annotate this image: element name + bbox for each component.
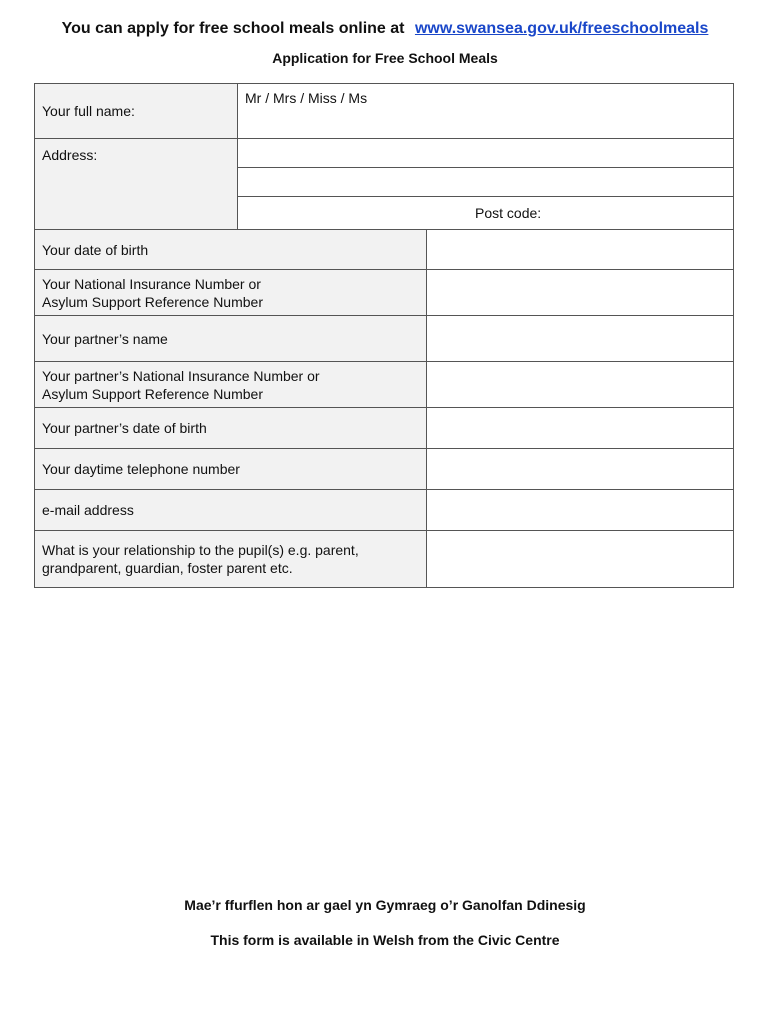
email-label <box>34 489 427 531</box>
partner-name-field[interactable] <box>426 315 734 362</box>
row-label-line: Your National Insurance Number or <box>42 275 261 292</box>
ni-number-label <box>34 269 427 316</box>
partner-ni-number-field[interactable] <box>426 361 734 408</box>
row-label-line: Your partner’s National Insurance Number or <box>42 367 320 384</box>
date-of-birth-field[interactable] <box>426 229 734 270</box>
free-school-meals-link[interactable]: www.swansea.gov.uk/freeschoolmeals <box>414 20 709 37</box>
relationship-label <box>34 530 427 588</box>
row-label-line: Asylum Support Reference Number <box>42 293 263 310</box>
address-line-2-field[interactable] <box>237 167 734 197</box>
row-label-line: Your partner’s name <box>42 330 168 347</box>
online-application-notice <box>0 20 770 38</box>
telephone-label <box>34 448 427 490</box>
row-label-line: Asylum Support Reference Number <box>42 385 263 402</box>
full-name-field[interactable] <box>237 83 734 139</box>
welsh-availability-notice: Mae’r ffurflen hon ar gael yn Gymraeg o’r Ganolfan Ddinesig <box>184 897 586 913</box>
address-label-text: Address: <box>42 147 98 163</box>
address-label <box>34 138 238 230</box>
relationship-field[interactable] <box>426 530 734 588</box>
title-options-text: Mr / Mrs / Miss / Ms <box>245 90 368 106</box>
row-label-line: Your daytime telephone number <box>42 461 240 477</box>
partner-date-of-birth-field[interactable] <box>426 407 734 449</box>
row-label-line: e-mail address <box>42 502 134 518</box>
english-availability-notice: This form is available in Welsh from the Civic Centre <box>210 932 560 948</box>
date-of-birth-label <box>34 229 427 270</box>
online-intro-text: You can apply for free school meals online at <box>61 20 405 37</box>
address-line-1-field[interactable] <box>237 138 734 168</box>
full-name-label-text: Your full name: <box>42 103 135 119</box>
row-label-line: Your partner’s date of birth <box>42 420 207 436</box>
row-label-line: grandparent, guardian, foster parent etc. <box>42 560 293 576</box>
row-label-line: Your date of birth <box>42 241 149 258</box>
postcode-label: Post code: <box>475 205 542 221</box>
row-label-line: What is your relationship to the pupil(s) e.g. parent, <box>42 542 359 558</box>
partner-ni-number-label <box>34 361 427 408</box>
full-name-label <box>34 83 238 139</box>
partner-name-label <box>34 315 427 362</box>
partner-date-of-birth-label <box>34 407 427 449</box>
form-title: Application for Free School Meals <box>272 50 498 66</box>
telephone-field[interactable] <box>426 448 734 490</box>
postcode-field[interactable] <box>237 196 734 230</box>
ni-number-field[interactable] <box>426 269 734 316</box>
email-field[interactable] <box>426 489 734 531</box>
